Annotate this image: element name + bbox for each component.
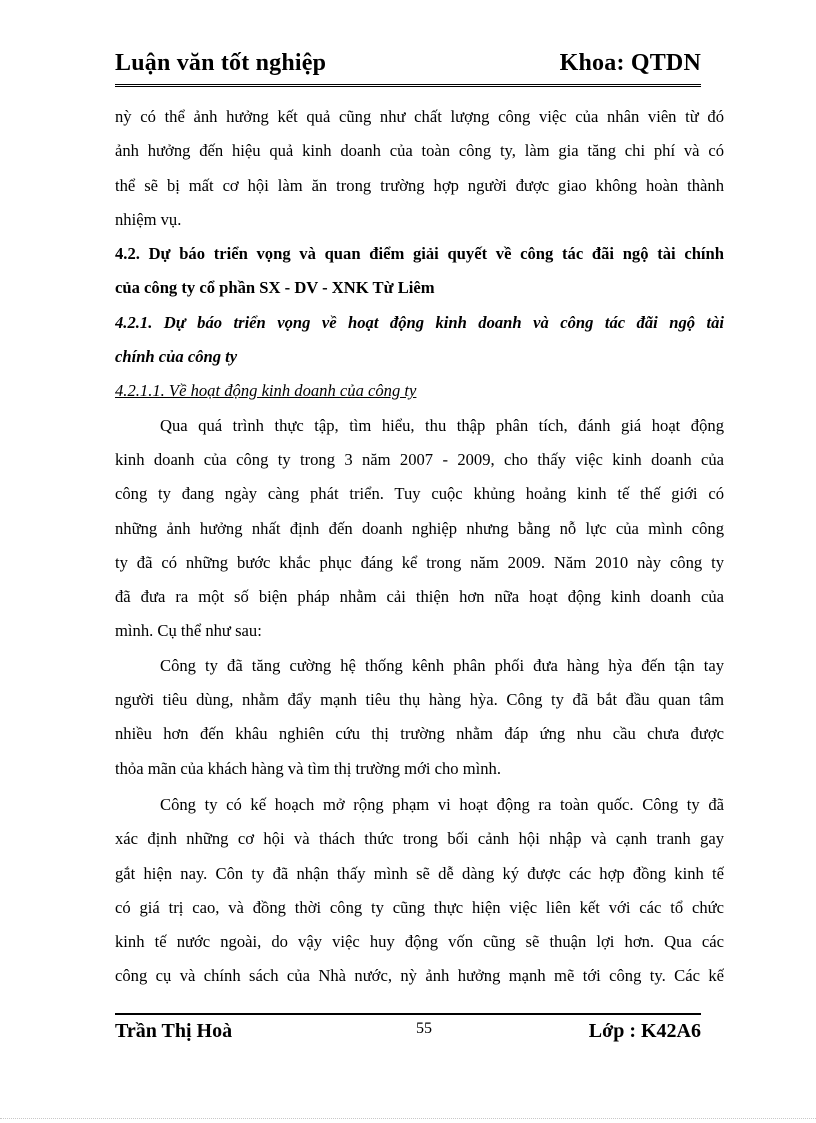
paragraph-line: thỏa mãn của khách hàng và tìm thị trường mới cho mình. bbox=[115, 758, 501, 778]
sub-subsection-heading: 4.2.1.1. Về hoạt động kinh doanh của công ty bbox=[115, 381, 417, 401]
paragraph-line: công ty đang ngày càng phát triển. Tuy cuộc khủng hoảng kinh tế thế giới có bbox=[115, 484, 724, 504]
paragraph-line: mình. Cụ thể như sau: bbox=[115, 621, 262, 641]
text-line: nhiệm vụ. bbox=[115, 209, 182, 229]
paragraph-line: gắt hiện nay. Côn ty đã nhận thấy mình sẽ dễ dàng ký được các hợp đồng kinh tế bbox=[115, 863, 724, 883]
paragraph-line: nhiều hơn đến khâu nghiên cứu thị trường nhằm đáp ứng nhu cầu chưa được bbox=[115, 724, 724, 744]
subsection-heading: chính của công ty bbox=[115, 347, 238, 367]
page-header bbox=[115, 48, 701, 87]
paragraph-line: ty đã có những bước khắc phục đáng kể trong năm 2009. Năm 2010 này công ty bbox=[115, 552, 724, 572]
paragraph-line: người tiêu dùng, nhằm đẩy mạnh tiêu thụ hàng hỳa. Công ty đã bắt đầu quan tâm bbox=[115, 690, 724, 710]
paragraph-line: kinh doanh của công ty trong 3 năm 2007 - 2009, cho thấy việc kinh doanh của bbox=[115, 449, 724, 469]
thesis-title: Luận văn tốt nghiệp bbox=[115, 50, 327, 76]
paragraph-line: Qua quá trình thực tập, tìm hiểu, thu thập phân tích, đánh giá hoạt động bbox=[160, 415, 724, 435]
paragraph-line: đã đưa ra một số biện pháp nhằm cải thiện hơn nữa hoạt động kinh doanh của bbox=[115, 587, 724, 607]
paragraph-line: có giá trị cao, và đồng thời công ty cũng thực hiện việc liên kết với các tổ chức bbox=[115, 897, 724, 917]
section-heading: 4.2. Dự báo triển vọng và quan điểm giải quyết về công tác đãi ngộ tài chính bbox=[115, 244, 724, 264]
paragraph-line: Công ty có kế hoạch mở rộng phạm vi hoạt động ra toàn quốc. Công ty đã bbox=[160, 794, 724, 814]
page-footer bbox=[115, 1020, 701, 1050]
footer-divider bbox=[115, 1013, 701, 1015]
paragraph-line: xác định những cơ hội và thách thức trong bối cảnh hội nhập và cạnh tranh gay bbox=[115, 829, 724, 849]
document-body bbox=[115, 100, 724, 994]
author-name: Trần Thị Hoà bbox=[115, 1020, 233, 1042]
subsection-heading: 4.2.1. Dự báo triển vọng về hoạt động kinh doanh và công tác đãi ngộ tài bbox=[115, 312, 724, 332]
page-number: 55 bbox=[416, 1020, 432, 1037]
page-edge-divider bbox=[0, 1118, 816, 1119]
text-line: nỳ có thể ảnh hưởng kết quả cũng như chất lượng công việc của nhân viên từ đó bbox=[115, 107, 724, 126]
paragraph-line: Công ty đã tăng cường hệ thống kênh phân phối đưa hàng hỳa đến tận tay bbox=[160, 655, 724, 675]
paragraph-line: những ảnh hưởng nhất định đến doanh nghiệp nhưng bằng nỗ lực của mình công bbox=[115, 518, 724, 538]
paragraph-line: công cụ và chính sách của Nhà nước, nỳ ảnh hưởng mạnh mẽ tới công ty. Các kế bbox=[115, 966, 724, 986]
text-line: thể sẽ bị mất cơ hội làm ăn trong trường hợp người được giao không hoàn thành bbox=[115, 175, 724, 195]
paragraph-line: kinh tế nước ngoài, do vậy việc huy động vốn cũng sẽ thuận lợi hơn. Qua các bbox=[115, 932, 724, 952]
text-line: ảnh hưởng đến hiệu quả kinh doanh của toàn công ty, làm gia tăng chi phí và có bbox=[115, 141, 724, 161]
class-label: Lớp : K42A6 bbox=[588, 1020, 701, 1042]
section-heading: của công ty cổ phần SX - DV - XNK Từ Liêm bbox=[115, 278, 435, 298]
faculty-label: Khoa: QTDN bbox=[559, 50, 701, 76]
